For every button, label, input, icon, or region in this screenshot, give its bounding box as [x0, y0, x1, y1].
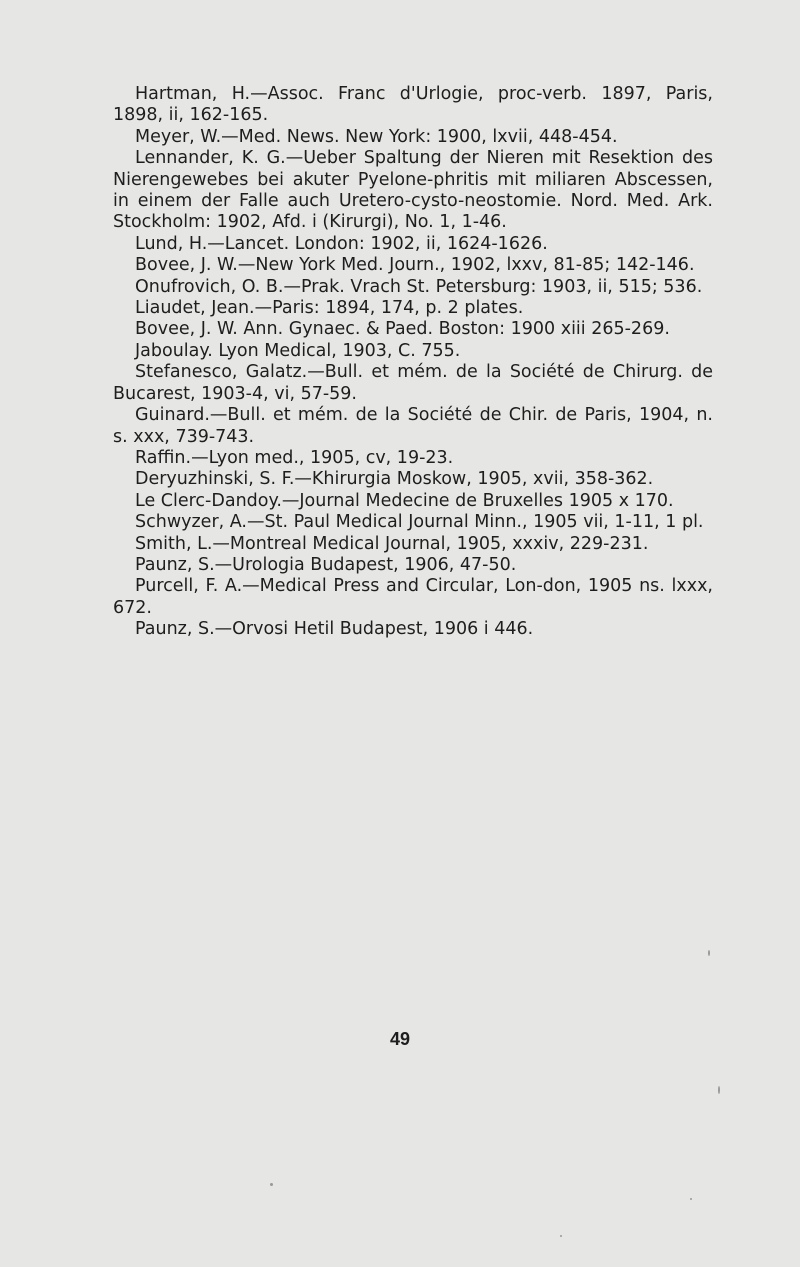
- reference-entry: Raffin.—Lyon med., 1905, cv, 19-23.: [135, 447, 454, 468]
- reference-entry: Lennander, K. G.—Ueber Spaltung der Nieren mit Resektion des Nierengewebes bei akuter Pyelone-phritis mit miliaren Abscessen, in einem der Falle auch Uretero-cysto-neostomie. Nord. Med. Ark. Stockholm: 1902, Afd. i (Kirurgi), No. 1, 1-46.: [113, 148, 713, 233]
- scan-speck: [690, 1198, 692, 1200]
- page-number: 49: [389, 1029, 411, 1049]
- reference-entry: Guinard.—Bull. et mém. de la Société de Chir. de Paris, 1904, n. s. xxx, 739-743.: [113, 405, 713, 447]
- scan-speck: [708, 950, 710, 956]
- reference-entry: Purcell, F. A.—Medical Press and Circular, Lon-don, 1905 ns. lxxx, 672.: [113, 576, 713, 618]
- reference-entry: Hartman, H.—Assoc. Franc d'Urlogie, proc-verb. 1897, Paris, 1898, ii, 162-165.: [113, 84, 713, 126]
- reference-entry: Jaboulay. Lyon Medical, 1903, C. 755.: [135, 340, 461, 361]
- reference-entry: Bovee, J. W. Ann. Gynaec. & Paed. Boston: 1900 xiii 265-269.: [135, 319, 670, 340]
- reference-entry: Smith, L.—Montreal Medical Journal, 1905, xxxiv, 229-231.: [135, 533, 649, 554]
- scan-speck: [560, 1235, 562, 1237]
- reference-entry: Deryuzhinski, S. F.—Khirurgia Moskow, 1905, xvii, 358-362.: [135, 469, 654, 490]
- reference-entry: Onufrovich, O. B.—Prak. Vrach St. Petersburg: 1903, ii, 515; 536.: [135, 276, 703, 297]
- reference-entry: Stefanesco, Galatz.—Bull. et mém. de la Société de Chirurg. de Bucarest, 1903-4, vi, 57-59.: [113, 362, 713, 404]
- reference-entry: Le Clerc-Dandoy.—Journal Medecine de Bruxelles 1905 x 170.: [135, 490, 674, 511]
- reference-entry: Paunz, S.—Orvosi Hetil Budapest, 1906 i 446.: [135, 619, 534, 640]
- reference-entry: Lund, H.—Lancet. London: 1902, ii, 1624-1626.: [135, 233, 548, 254]
- reference-list: [113, 84, 713, 641]
- reference-entry: Schwyzer, A.—St. Paul Medical Journal Minn., 1905 vii, 1-11, 1 pl.: [135, 512, 704, 533]
- reference-entry: Paunz, S.—Urologia Budapest, 1906, 47-50.: [135, 554, 517, 575]
- reference-entry: Meyer, W.—Med. News. New York: 1900, lxvii, 448-454.: [135, 126, 618, 147]
- reference-entry: Bovee, J. W.—New York Med. Journ., 1902, lxxv, 81-85; 142-146.: [135, 255, 695, 276]
- scan-speck: [270, 1183, 273, 1186]
- reference-entry: Liaudet, Jean.—Paris: 1894, 174, p. 2 plates.: [135, 298, 524, 319]
- scan-speck: [718, 1086, 720, 1094]
